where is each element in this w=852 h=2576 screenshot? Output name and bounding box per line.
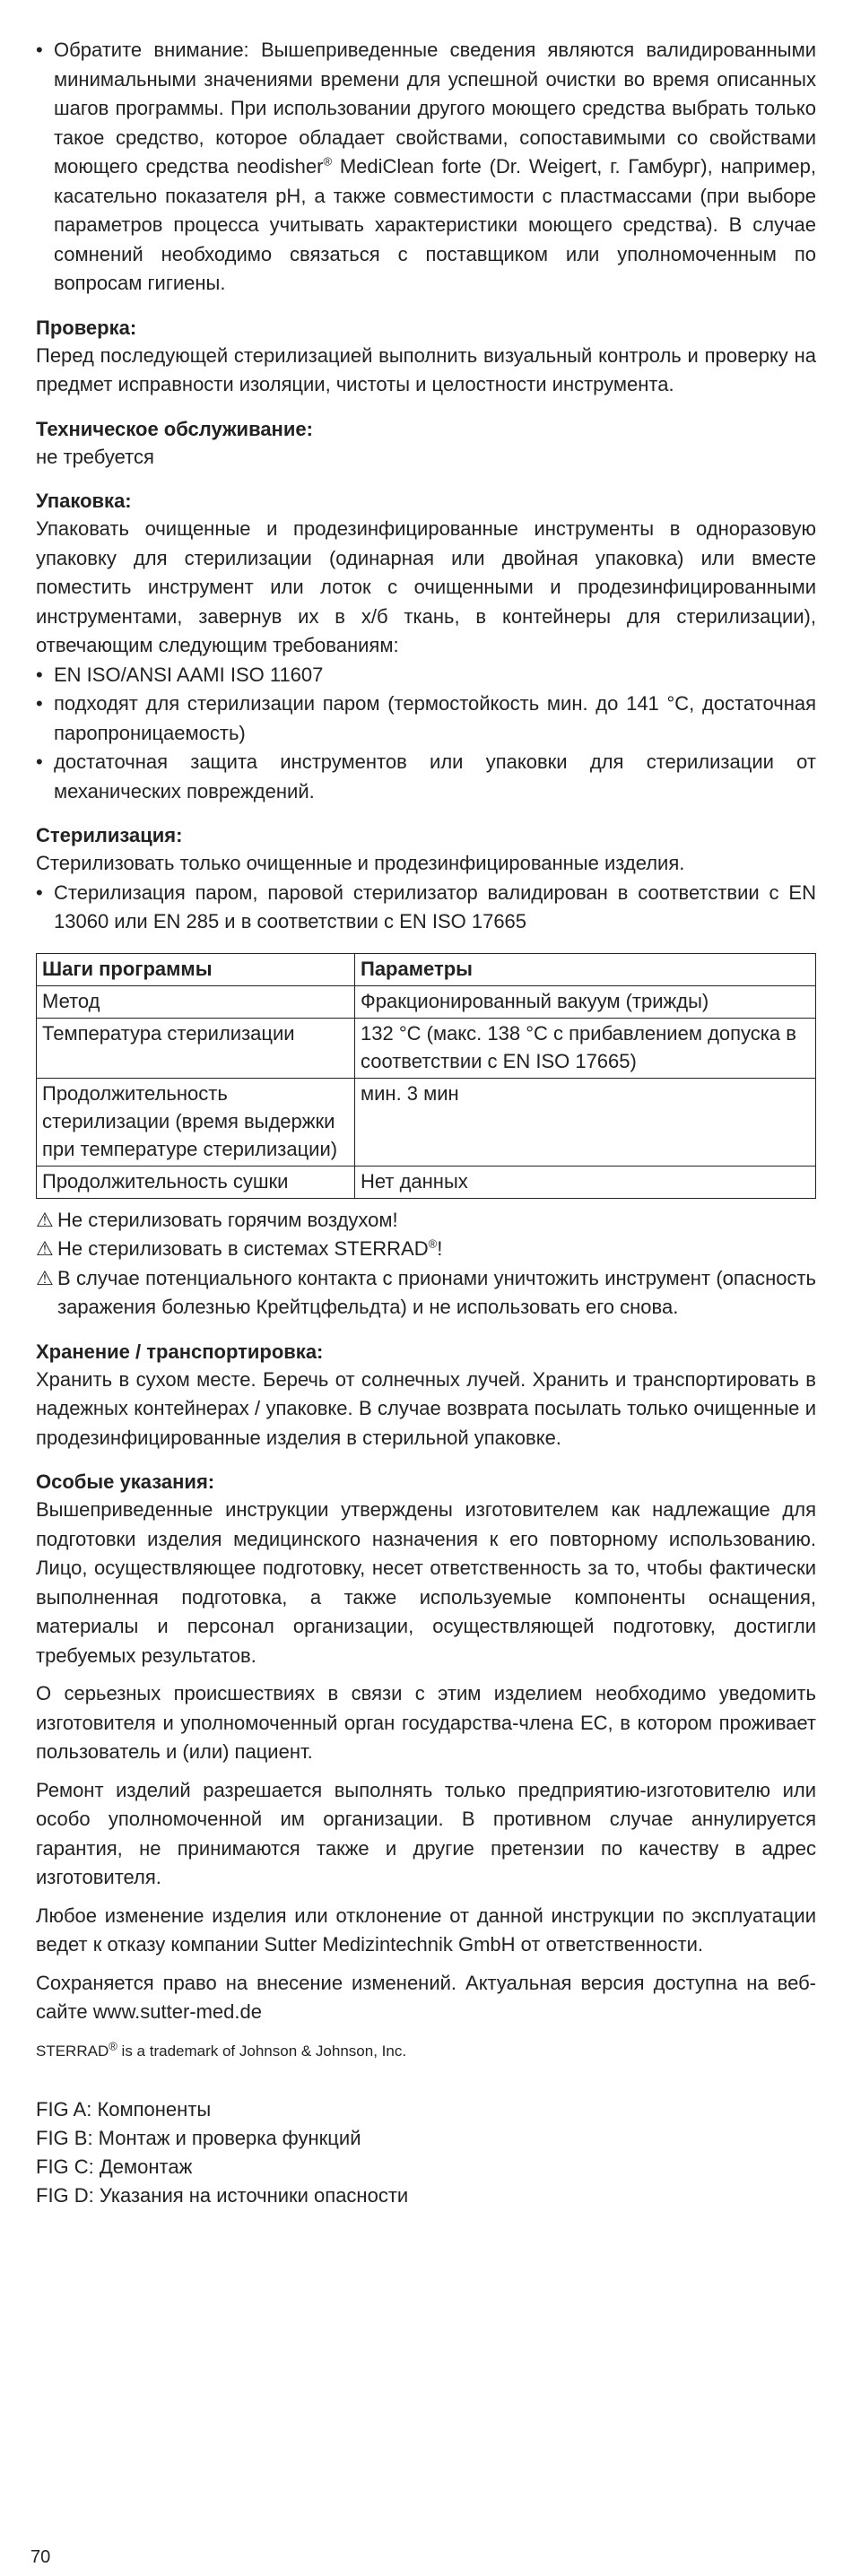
- table-cell: Продолжительность сушки: [37, 1166, 355, 1198]
- table-cell: Фракционированный вакуум (трижды): [355, 985, 816, 1018]
- table-header-row: [37, 953, 816, 985]
- special-notes-section: [36, 1469, 816, 2063]
- sterilization-section: [36, 822, 816, 1323]
- warning-triangle-icon: ⚠: [36, 1266, 54, 1289]
- figure-caption: FIG B: Монтаж и проверка функций: [36, 2126, 361, 2149]
- table-cell: 132 °C (макс. 138 °C с прибавлением допуска в соответствии с EN ISO 17665): [355, 1018, 816, 1078]
- check-text: Перед последующей стерилизацией выполнить визуальный контроль и проверку на предмет исправности изоляции, чистоты и целостности инструмента.: [36, 343, 816, 395]
- figure-list: [36, 2095, 816, 2210]
- check-heading: Проверка:: [36, 316, 137, 339]
- maintenance-heading: Техническое обслуживание:: [36, 417, 313, 440]
- trademark-owner: is a trademark of Johnson & Johnson, Inc.: [117, 2042, 407, 2060]
- warning-item: [36, 1235, 816, 1264]
- figure-caption: FIG C: Демонтаж: [36, 2155, 193, 2178]
- registered-mark: ®: [323, 154, 333, 169]
- warning-text: В случае потенциального контакта с прионами уничтожить инструмент (опасность заражения болезнью Крейтцфельдта) и не использовать его снова.: [57, 1266, 816, 1318]
- notice-text-continued: MediClean forte (Dr. Weigert, г. Гамбург), например, касательно показателя pH, а также совместимости с пластмассами (при выборе параметров процесса учитывать характеристики моющего средства). В случае сомнений необходимо связаться с поставщиком или уполномоченным по вопросам гигиены.: [54, 155, 816, 294]
- storage-heading: Хранение / транспортировка:: [36, 1340, 324, 1363]
- warning-triangle-icon: ⚠: [36, 1237, 54, 1260]
- table-row: [37, 1166, 816, 1198]
- special-notes-paragraph: Сохраняется право на внесение изменений. Актуальная версия доступна на веб-сайте www.sutter-med.de: [36, 1971, 816, 2023]
- sterilization-parameters-table: [36, 953, 816, 1199]
- packaging-text: Упаковать очищенные и продезинфицированные инструменты в одноразовую упаковку для стерилизации (одинарная или двойная упаковка) или вместе поместить инструмент или лоток с очищенными и продезинфицированными инструментами, завернув их в х/б ткань, в контейнеры для стерилизации), отвечающим следующим требованиям:: [36, 517, 816, 656]
- warning-item: [36, 1264, 816, 1323]
- warning-text-tail: !: [437, 1237, 443, 1260]
- warning-text: Не стерилизовать горячим воздухом!: [57, 1208, 398, 1231]
- table-row: [37, 985, 816, 1018]
- table-row: [37, 1018, 816, 1078]
- table-cell: Температура стерилизации: [37, 1018, 355, 1078]
- table-cell: Продолжительность стерилизации (время выдержки при температуре стерилизации): [37, 1078, 355, 1166]
- warning-triangle-icon: ⚠: [36, 1208, 54, 1231]
- page-number: 70: [30, 2547, 51, 2567]
- notice-bullet: [36, 36, 816, 299]
- sterilization-text: Стерилизовать только очищенные и продезинфицированные изделия.: [36, 852, 685, 874]
- figure-caption: FIG A: Компоненты: [36, 2097, 212, 2121]
- sterilization-method-bullet: • Стерилизация паром, паровой стерилизатор валидирован в соответствии с EN 13060 или EN 285 и в соответствии с EN ISO 17665: [36, 879, 816, 937]
- packaging-heading: Упаковка:: [36, 490, 132, 512]
- table-cell: мин. 3 мин: [355, 1078, 816, 1166]
- table-cell: Нет данных: [355, 1166, 816, 1198]
- registered-mark: ®: [428, 1236, 438, 1251]
- column-header-steps: Шаги программы: [37, 953, 355, 985]
- packaging-section: [36, 488, 816, 806]
- warning-text: Не стерилизовать в системах STERRAD: [57, 1237, 429, 1260]
- sterilization-heading: Стерилизация:: [36, 824, 183, 846]
- special-notes-paragraph: О серьезных происшествиях в связи с этим изделием необходимо уведомить изготовителя и уполномоченный орган государства-члена ЕС, в котором проживает пользователь и (или) пациент.: [36, 1682, 816, 1763]
- storage-text: Хранить в сухом месте. Беречь от солнечных лучей. Хранить и транспортировать в надежных контейнерах / упаковке. В случае возврата посылать только очищенные и продезинфицированные изделия в стерильной упаковке.: [36, 1367, 816, 1449]
- notice-text: Обратите внимание: Вышеприведенные сведения являются валидированными минимальными значениями времени для успешной очистки во время описанных шагов программы. При использовании другого моющего средства выбрать только такое средство, которое обладает свойствами, сопоставимыми со свойствами моющего средства neodisher: [54, 39, 816, 178]
- packaging-requirement: • достаточная защита инструментов или упаковки для стерилизации от механических повреждений.: [36, 748, 816, 806]
- packaging-requirement: • EN ISO/ANSI AAMI ISO 11607: [36, 661, 816, 690]
- document-page: [36, 36, 816, 2210]
- special-notes-heading: Особые указания:: [36, 1470, 215, 1493]
- trademark-note: [36, 2040, 816, 2063]
- table-cell: Метод: [37, 985, 355, 1018]
- trademark-name: STERRAD: [36, 2042, 109, 2060]
- check-section: [36, 315, 816, 400]
- storage-section: [36, 1339, 816, 1453]
- column-header-parameters: Параметры: [355, 953, 816, 985]
- figure-caption: FIG D: Указания на источники опасности: [36, 2183, 409, 2207]
- maintenance-section: [36, 416, 816, 473]
- special-notes-paragraph: Вышеприведенные инструкции утверждены изготовителем как надлежащие для подготовки изделия медицинского назначения к его повторному использованию. Лицо, осуществляющее подготовку, несет ответственность за то, чтобы фактически выполненная подготовка, а также используемые компоненты оснащения, материалы и персонал организации, осуществляющей подготовку, достигли требуемых результатов.: [36, 1498, 816, 1667]
- packaging-requirement: • подходят для стерилизации паром (термостойкость мин. до 141 °C, достаточная паропроницаемость): [36, 690, 816, 748]
- warning-item: [36, 1206, 816, 1236]
- special-notes-paragraph: Любое изменение изделия или отклонение от данной инструкции по эксплуатации ведет к отказу компании Sutter Medizintechnik GmbH от ответственности.: [36, 1904, 816, 1956]
- registered-mark: ®: [109, 2038, 117, 2052]
- maintenance-text: не требуется: [36, 445, 154, 468]
- table-row: [37, 1078, 816, 1166]
- special-notes-paragraph: Ремонт изделий разрешается выполнять только предприятию-изготовителю или особо уполномоченной им организации. В противном случае аннулируется гарантия, не принимаются также и другие претензии по качеству в адрес изготовителя.: [36, 1778, 816, 1888]
